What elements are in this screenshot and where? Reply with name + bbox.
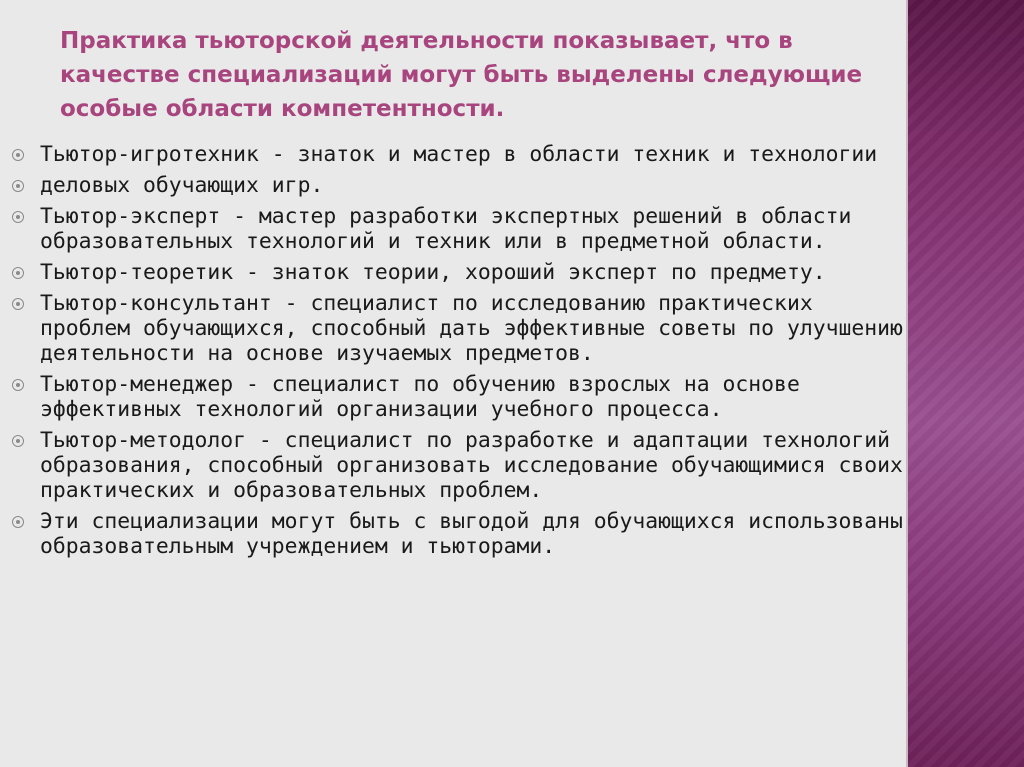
bullet-text: Эти специализации могут быть с выгодой для обучающихся использованы образовательным учреждением и тьюторами. xyxy=(40,509,903,559)
bullet-text: Тьютор-эксперт - мастер разработки экспертных решений в области образовательных технологий и техник или в предметной области. xyxy=(40,204,852,254)
bullet-text: Тьютор-методолог - специалист по разработке и адаптации технологий образования, способный организовать исследование обучающимися своих практических и образовательных проблем. xyxy=(40,428,903,503)
accent-edge xyxy=(906,0,908,767)
bullet-item xyxy=(10,509,905,559)
bullet-item xyxy=(10,372,905,422)
bullet-text: Тьютор-менеджер - специалист по обучению взрослых на основе эффективных технологий организации учебного процесса. xyxy=(40,372,800,422)
circle-dot-icon xyxy=(12,211,24,223)
circle-dot-icon xyxy=(12,180,24,192)
circle-dot-icon xyxy=(12,379,24,391)
bullet-list xyxy=(10,142,905,565)
circle-dot-icon xyxy=(12,149,24,161)
bullet-item xyxy=(10,260,905,285)
bullet-text: Тьютор-игротехник - знаток и мастер в области техник и технологии xyxy=(40,142,878,167)
bullet-item xyxy=(10,428,905,503)
bullet-text: Тьютор-теоретик - знаток теории, хороший эксперт по предмету. xyxy=(40,260,826,285)
bullet-text: деловых обучающих игр. xyxy=(40,173,324,198)
bullet-item xyxy=(10,291,905,366)
circle-dot-icon xyxy=(12,516,24,528)
bullet-item xyxy=(10,204,905,254)
circle-dot-icon xyxy=(12,435,24,447)
circle-dot-icon xyxy=(12,298,24,310)
accent-stripes xyxy=(908,0,1024,767)
bullet-item xyxy=(10,173,905,198)
bullet-text: Тьютор-консультант - специалист по исследованию практических проблем обучающихся, способный дать эффективные советы по улучшению деятельности на основе изучаемых предметов. xyxy=(40,291,903,366)
bullet-item xyxy=(10,142,905,167)
circle-dot-icon xyxy=(12,267,24,279)
slide-title: Практика тьюторской деятельности показывает, что в качестве специализаций могут быть выделены следующие особые области компетентности. xyxy=(60,28,863,122)
